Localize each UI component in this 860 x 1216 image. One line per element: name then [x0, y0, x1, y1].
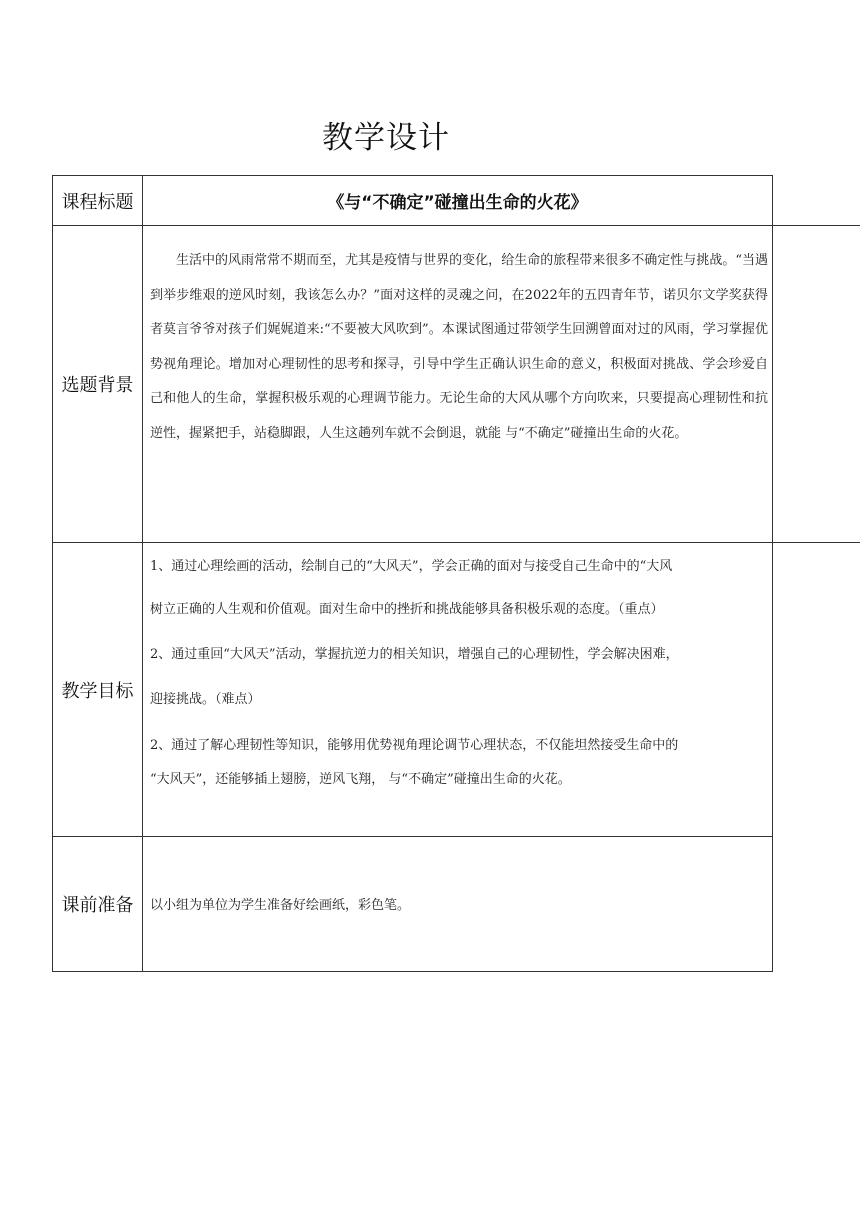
row-divider-3: [52, 836, 773, 837]
row-divider-1: [52, 225, 860, 226]
table-border-right: [772, 175, 773, 972]
course-title-value: 《与“不确定”碰撞出生命的火花》: [327, 193, 588, 213]
table-border-bottom: [52, 971, 773, 972]
background-label: 选题背景: [61, 375, 134, 396]
goal-line: 迎接挑战。（难点）: [150, 692, 261, 707]
goal-line: 树立正确的人生观和价值观。面对生命中的挫折和挑战能够具备积极乐观的态度。（重点）: [150, 602, 664, 617]
goal-line: 1、通过心理绘画的活动，绘制自己的“大风天”，学会正确的面对与接受自己生命中的“大风: [150, 559, 673, 574]
goal-line: “大风天”，还能够插上翅膀，逆风飞翔， 与“不确定”碰撞出生命的火花。: [150, 772, 571, 787]
row-divider-2: [52, 542, 860, 543]
goal-line: 2、通过了解心理韧性等知识，能够用优势视角理论调节心理状态，不仅能坦然接受生命中的: [150, 738, 679, 753]
goals-label: 教学目标: [61, 680, 134, 702]
goal-line: 2、通过重回“大风天”活动，掌握抗逆力的相关知识，增强自己的心理韧性，学会解决困难，: [150, 647, 679, 662]
background-paragraph: 生活中的风雨常常不期而至，尤其是疫情与世界的变化，给生命的旅程带来很多不确定性与挑战。“当遇到举步维艰的逆风时刻，我该怎么办？”面对这样的灵魂之问，在2022年的五四青年节，诺贝尔文学奖获得者莫言爷爷对孩子们娓娓道来:“不要被大风吹到”。本课试图通过带领学生回溯曾面对过的风雨，学习掌握优势视角理论。增加对心理韧性的思考和探寻，引导中学生正确认识生命的意义，积极面对挑战、学会珍爱自己和他人的生命，掌握积极乐观的心理调节能力。无论生命的大风从哪个方向吹来，只要提高心理韧性和抗逆性，握紧把手，站稳脚跟，人生这趟列车就不会倒退，就能 与“不确定”碰撞出生命的火花。: [150, 253, 768, 441]
label-column-divider: [142, 175, 143, 972]
preparation-label: 课前准备: [61, 895, 134, 916]
document-title: 教学设计: [322, 120, 450, 156]
preparation-text: 以小组为单位为学生准备好绘画纸，彩色笔。: [150, 898, 411, 913]
course-title-label: 课程标题: [61, 191, 134, 213]
